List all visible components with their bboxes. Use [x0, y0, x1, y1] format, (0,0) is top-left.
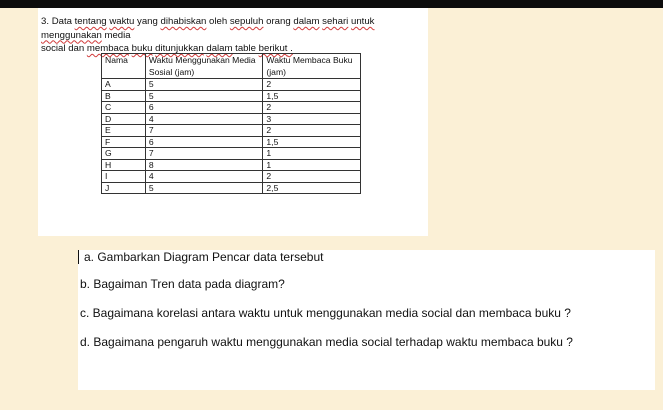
intro-word: dalam	[206, 43, 233, 54]
cell-buku: 1,5	[263, 136, 361, 148]
subquestion-b: b. Bagaiman Tren data pada diagram?	[80, 277, 285, 291]
intro-word: buku	[131, 43, 153, 54]
cell-nama: C	[102, 102, 146, 114]
cell-buku: 3	[263, 113, 361, 125]
table-row	[102, 102, 361, 114]
intro-text: orang	[263, 16, 294, 27]
cell-media: 7	[145, 125, 263, 137]
cell-buku: 2	[263, 102, 361, 114]
cell-buku: 2	[263, 79, 361, 91]
intro-word: waktu	[109, 16, 135, 27]
subquestion-d: d. Bagaimana pengaruh waktu menggunakan media social terhadap waktu membaca buku ?	[80, 335, 573, 349]
cell-nama: D	[102, 113, 146, 125]
intro-word: dalam	[293, 16, 320, 27]
intro-text: Data	[51, 16, 75, 27]
cell-media: 7	[145, 148, 263, 160]
table-row	[102, 90, 361, 102]
intro-text: yang	[134, 16, 161, 27]
table-row	[102, 171, 361, 183]
question-card	[38, 8, 428, 236]
subquestions-card[interactable]	[78, 250, 655, 390]
cell-nama: G	[102, 148, 146, 160]
cell-media: 5	[145, 79, 263, 91]
cell-buku: 1	[263, 159, 361, 171]
cell-media: 6	[145, 136, 263, 148]
cell-nama: A	[102, 79, 146, 91]
subquestion-a: a. Gambarkan Diagram Pencar data tersebut	[84, 250, 324, 264]
intro-word: sepuluh	[229, 16, 264, 27]
intro-word: dihabiskan	[160, 16, 207, 27]
table-row	[102, 182, 361, 194]
cell-media: 4	[145, 171, 263, 183]
cell-buku: 1,5	[263, 90, 361, 102]
intro-text: social dan	[41, 43, 87, 54]
question-intro	[41, 15, 425, 56]
cell-nama: E	[102, 125, 146, 137]
intro-text: media	[101, 29, 131, 41]
intro-word: tentang	[74, 16, 107, 27]
cell-nama: J	[102, 182, 146, 194]
intro-text: .	[287, 43, 293, 54]
intro-word: berikut	[258, 43, 288, 54]
cell-nama: I	[102, 171, 146, 183]
header-membaca-buku: Waktu Membaca Buku (jam)	[263, 54, 361, 79]
intro-word: ditunjukkan	[155, 43, 204, 54]
cell-media: 6	[145, 102, 263, 114]
question-number: 3.	[41, 16, 50, 27]
cell-media: 8	[145, 159, 263, 171]
data-table	[101, 53, 361, 194]
table-row	[102, 159, 361, 171]
cell-buku: 2	[263, 125, 361, 137]
cell-buku: 1	[263, 148, 361, 160]
cell-buku: 2,5	[263, 182, 361, 194]
intro-word: sehari	[322, 16, 349, 27]
table-row	[102, 148, 361, 160]
intro-text: oleh	[206, 16, 230, 27]
top-bar	[0, 0, 663, 8]
table-row	[102, 79, 361, 91]
intro-word: untuk	[350, 16, 375, 27]
cell-nama: B	[102, 90, 146, 102]
table-header-row	[102, 54, 361, 79]
table-row	[102, 113, 361, 125]
cell-media: 4	[145, 113, 263, 125]
subquestion-c: c. Bagaimana korelasi antara waktu untuk menggunakan media social dan membaca buku ?	[80, 306, 571, 320]
text-cursor	[78, 250, 79, 264]
cell-nama: H	[102, 159, 146, 171]
header-nama: Nama	[102, 54, 146, 79]
cell-nama: F	[102, 136, 146, 148]
cell-media: 5	[145, 182, 263, 194]
cell-buku: 2	[263, 171, 361, 183]
header-media-sosial: Waktu Menggunakan Media Sosial (jam)	[145, 54, 263, 79]
intro-word: membaca	[86, 43, 129, 54]
intro-word: menggunakan	[41, 29, 102, 41]
intro-text: table	[232, 43, 259, 54]
table-row	[102, 125, 361, 137]
table-row	[102, 136, 361, 148]
cell-media: 5	[145, 90, 263, 102]
